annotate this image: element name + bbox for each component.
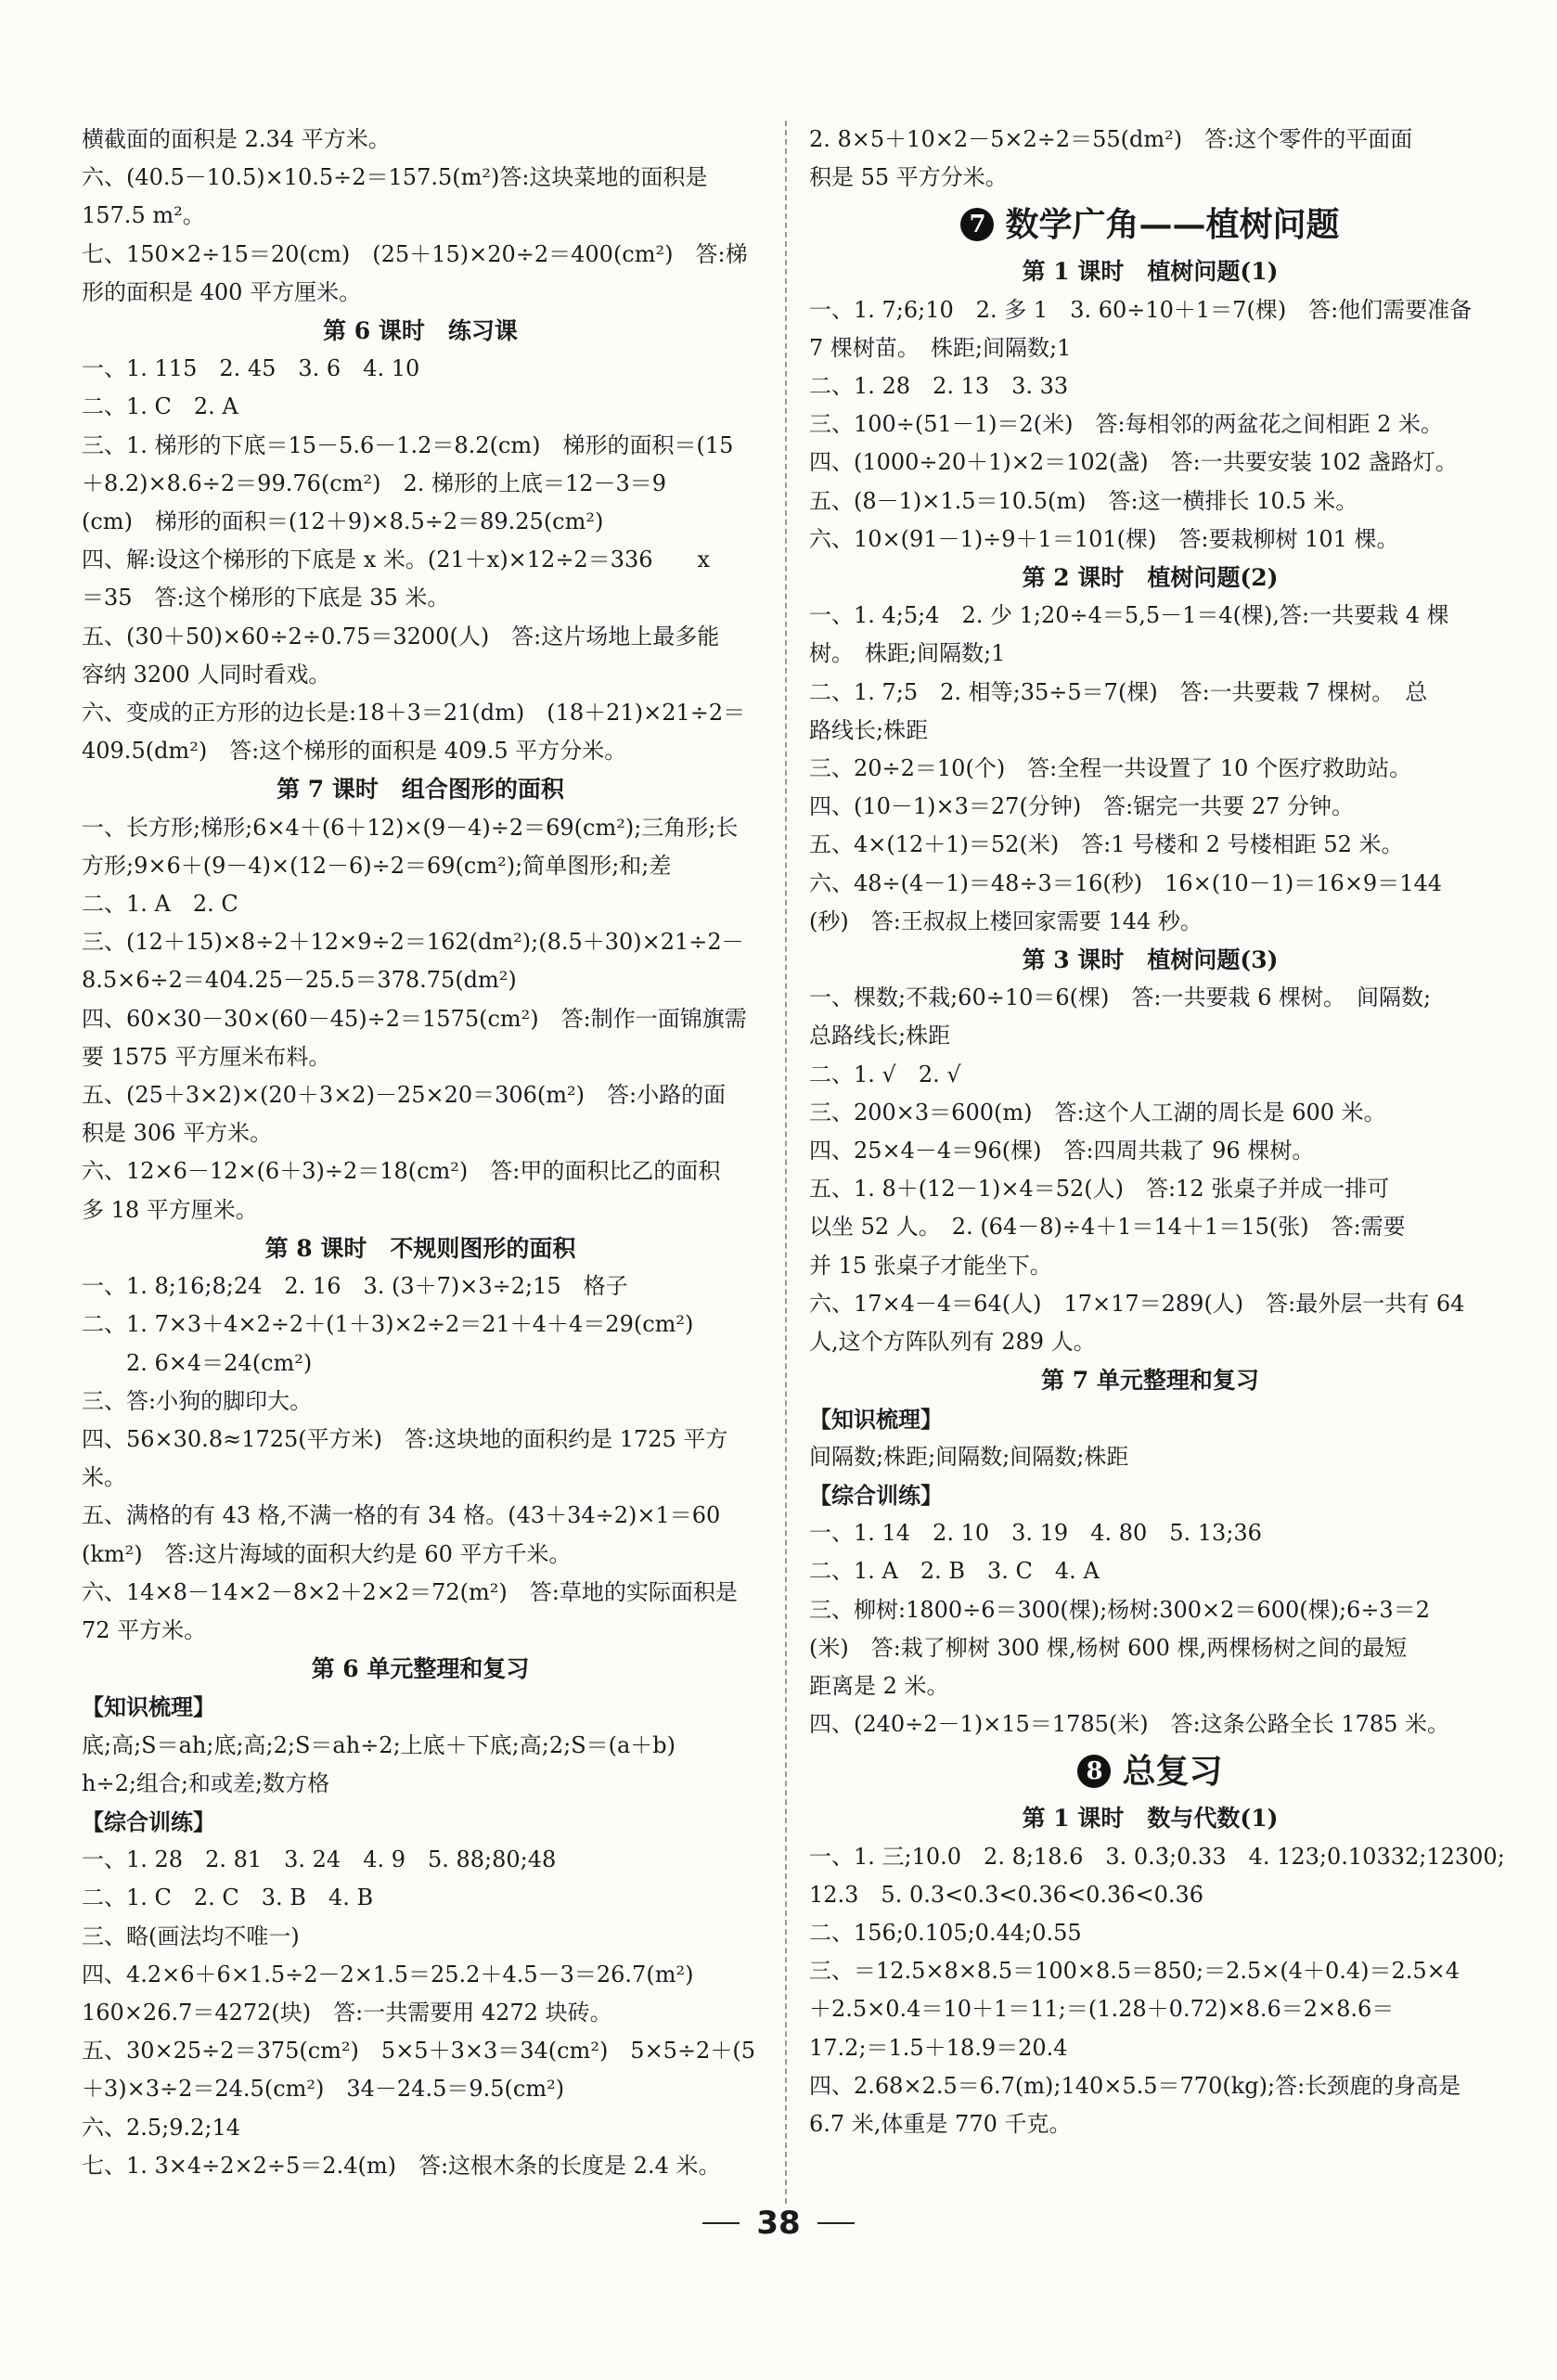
answer-line: 二、1. √ 2. √: [809, 1061, 961, 1087]
lesson-heading: 第 3 课时 植树问题(3): [1022, 946, 1279, 974]
unit-title: [809, 197, 1491, 252]
lesson-heading: 第 7 单元整理和复习: [1041, 1367, 1259, 1395]
answer-line: 一、1. 7;6;10 2. 多 1 3. 60÷10＋1＝7(棵) 答:他们需要准备: [809, 296, 1473, 323]
answer-line: 要 1575 平方厘米布料。: [82, 1043, 331, 1070]
answer-line: 三、20÷2＝10(个) 答:全程一共设置了 10 个医疗救助站。: [809, 755, 1412, 782]
answer-line: 米。: [82, 1464, 126, 1491]
answer-line: 六、变成的正方形的边长是:18＋3＝21(dm) (18＋21)×21÷2＝: [82, 700, 746, 727]
footer-dash-right: [817, 2222, 855, 2224]
answer-line: 四、解:设这个梯形的下底是 x 米。(21＋x)×12÷2＝336 x: [82, 547, 711, 573]
page-number: 38: [756, 2205, 801, 2242]
section-tag: 【综合训练】: [809, 1481, 943, 1509]
section-tag: 【知识梳理】: [809, 1405, 943, 1433]
answer-line: 三、(12＋15)×8÷2＋12×9÷2＝162(dm²);(8.5＋30)×21÷2－: [82, 929, 744, 956]
lesson-heading: 第 2 课时 植树问题(2): [1022, 564, 1279, 592]
answer-line: 五、满格的有 43 格,不满一格的有 34 格。(43＋34÷2)×1＝60: [82, 1502, 721, 1529]
answer-line: 六、17×4－4＝64(人) 17×17＝289(人) 答:最外层一共有 64: [809, 1290, 1465, 1317]
answer-line: 二、1. A 2. C: [82, 891, 238, 918]
answer-line: 七、150×2÷15＝20(cm) (25＋15)×20÷2＝400(cm²) 答:梯: [82, 240, 748, 267]
answer-line: 总路线长;株距: [809, 1023, 951, 1049]
answer-line: 人,这个方阵队列有 289 人。: [809, 1329, 1096, 1356]
answer-line: 6.7 米,体重是 770 千克。: [809, 2110, 1072, 2137]
lesson-heading: 第 7 课时 组合图形的面积: [277, 776, 564, 804]
answer-line: ＋2.5×0.4＝10＋1＝11;＝(1.28＋0.72)×8.6＝2×8.6＝: [809, 1996, 1395, 2023]
answer-line: 三、柳树:1800÷6＝300(棵);杨树:300×2＝600(棵);6÷3＝2: [809, 1596, 1430, 1623]
answer-line: ＋8.2)×8.6÷2＝99.76(cm²) 2. 梯形的上底＝12－3＝9: [82, 470, 667, 496]
answer-line: 72 平方米。: [82, 1616, 207, 1643]
answer-line: 六、14×8－14×2－8×2＋2×2＝72(m²) 答:草地的实际面积是: [82, 1578, 738, 1605]
section-tag: 【知识梳理】: [82, 1693, 215, 1721]
answer-line: 160×26.7＝4272(块) 答:一共需要用 4272 块砖。: [82, 1999, 612, 2026]
answer-line: 二、1. C 2. C 3. B 4. B: [82, 1885, 374, 1911]
answer-line: 三、200×3＝600(m) 答:这个人工湖的周长是 600 米。: [809, 1099, 1386, 1126]
answer-line: h÷2;组合;和或差;数方格: [82, 1769, 330, 1796]
page-footer: [0, 2205, 1557, 2242]
answer-line: 8.5×6÷2＝404.25－25.5＝378.75(dm²): [82, 967, 517, 994]
answer-line: (cm) 梯形的面积＝(12＋9)×8.5÷2＝89.25(cm²): [82, 508, 604, 535]
answer-line: 并 15 张桌子才能坐下。: [809, 1252, 1052, 1279]
answer-line: 六、2.5;9.2;14: [82, 2114, 241, 2141]
answer-line: 五、(8－1)×1.5＝10.5(m) 答:这一横排长 10.5 米。: [809, 487, 1358, 514]
answer-line: 一、1. 三;10.0 2. 8;18.6 3. 0.3̇;0.33 4. 123;0.10332;12300;: [809, 1843, 1505, 1870]
answer-line: 六、10×(91－1)÷9＋1＝101(棵) 答:要栽柳树 101 棵。: [809, 525, 1399, 552]
answer-line: 三、略(画法均不唯一): [82, 1923, 300, 1949]
answer-line: 方形;9×6＋(9－4)×(12－6)÷2＝69(cm²);简单图形;和;差: [82, 852, 672, 879]
answer-line: 二、1. A 2. B 3. C 4. A: [809, 1558, 1100, 1585]
column-divider: [785, 121, 787, 2204]
answer-line: (km²) 答:这片海域的面积大约是 60 平方千米。: [82, 1540, 572, 1567]
answer-line: 以坐 52 人。 2. (64－8)÷4＋1＝14＋1＝15(张) 答:需要: [809, 1214, 1406, 1241]
answer-line: 7 棵树苗。 株距;间隔数;1: [809, 334, 1072, 361]
answer-line: 一、1. 14 2. 10 3. 19 4. 80 5. 13;36: [809, 1520, 1262, 1547]
answer-line: 积是 306 平方米。: [82, 1120, 273, 1147]
answer-line: 2. 6×4＝24(cm²): [82, 1349, 313, 1376]
answer-line: 树。 株距;间隔数;1: [809, 640, 1006, 667]
answer-line: 二、156;0.105;0.44;0.55: [809, 1919, 1082, 1946]
answer-line: 距离是 2 米。: [809, 1672, 949, 1699]
right-column: [809, 121, 1505, 2143]
answer-line: 六、12×6－12×(6＋3)÷2＝18(cm²) 答:甲的面积比乙的面积: [82, 1158, 721, 1185]
answer-line: 157.5 m²。: [82, 202, 205, 229]
answer-line: 四、25×4－4＝96(棵) 答:四周共栽了 96 棵树。: [809, 1138, 1315, 1164]
answer-line: 二、1. 7;5 2. 相等;35÷5＝7(棵) 答:一共要栽 7 棵树。 总: [809, 678, 1428, 705]
answer-line: (秒) 答:王叔叔上楼回家需要 144 秒。: [809, 907, 1203, 934]
section-tag: 【综合训练】: [82, 1808, 215, 1835]
answer-line: ＝35 答:这个梯形的下底是 35 米。: [82, 585, 450, 611]
answer-line: 二、1. C 2. A: [82, 393, 238, 420]
answer-line: 四、60×30－30×(60－45)÷2＝1575(cm²) 答:制作一面锦旗需: [82, 1005, 747, 1032]
answer-line: (米) 答:栽了柳树 300 棵,杨树 600 棵,两棵杨树之间的最短: [809, 1634, 1408, 1661]
answer-line: 二、1. 7×3＋4×2÷2＋(1＋3)×2÷2＝21＋4＋4＝29(cm²): [82, 1311, 694, 1338]
answer-line: 底;高;S＝ah;底;高;2;S＝ah÷2;上底＋下底;高;2;S＝(a＋b): [82, 1731, 676, 1758]
answer-line: 形的面积是 400 平方厘米。: [82, 278, 362, 305]
unit-title-text: 总复习: [1122, 1752, 1223, 1792]
answer-line: 四、(10－1)×3＝27(分钟) 答:锯完一共要 27 分钟。: [809, 793, 1355, 820]
answer-line: 五、30×25÷2＝375(cm²) 5×5＋3×3＝34(cm²) 5×5÷2＋(5: [82, 2038, 755, 2065]
answer-line: 三、1. 梯形的下底＝15－5.6－1.2＝8.2(cm) 梯形的面积＝(15: [82, 431, 734, 458]
answer-line: 积是 55 平方分米。: [809, 164, 1008, 191]
lesson-heading: 第 1 课时 植树问题(1): [1022, 258, 1279, 286]
answer-line: 四、2.68×2.5＝6.7(m);140×5.5＝770(kg);答:长颈鹿的身高是: [809, 2072, 1461, 2099]
answer-line: 间隔数;株距;间隔数;间隔数;株距: [809, 1443, 1129, 1470]
answer-line: 一、1. 8;16;8;24 2. 16 3. (3＋7)×3÷2;15 格子: [82, 1273, 628, 1300]
answer-line: 五、1. 8＋(12－1)×4＝52(人) 答:12 张桌子并成一排可: [809, 1176, 1390, 1203]
answer-line: 一、1. 4;5;4 2. 少 1;20÷4＝5,5－1＝4(棵),答:一共要栽 4 棵: [809, 602, 1449, 629]
answer-line: 路线长;株距: [809, 716, 929, 743]
answer-line: 横截面的面积是 2.34 平方米。: [82, 126, 391, 152]
answer-line: 一、棵数;不栽;60÷10＝6(棵) 答:一共要栽 6 棵树。 间隔数;: [809, 984, 1432, 1011]
answer-line: 2. 8×5＋10×2－5×2÷2＝55(dm²) 答:这个零件的平面面: [809, 126, 1413, 152]
footer-dash-left: [702, 2222, 740, 2224]
unit-number-badge: 8: [1077, 1755, 1111, 1788]
answer-line: 409.5(dm²) 答:这个梯形的面积是 409.5 平方分米。: [82, 738, 627, 765]
lesson-heading: 第 8 课时 不规则图形的面积: [264, 1234, 576, 1262]
answer-line: 五、(30＋50)×60÷2÷0.75＝3200(人) 答:这片场地上最多能: [82, 623, 720, 650]
answer-line: 三、答:小狗的脚印大。: [82, 1387, 313, 1414]
answer-line: 一、1. 115 2. 45 3. 6 4. 10: [82, 355, 420, 382]
answer-line: 五、4×(12＋1)＝52(米) 答:1 号楼和 2 号楼相距 52 米。: [809, 831, 1404, 858]
answer-line: 一、长方形;梯形;6×4＋(6＋12)×(9－4)÷2＝69(cm²);三角形;长: [82, 814, 739, 841]
answer-line: 三、＝12.5×8×8.5＝100×8.5＝850;＝2.5×(4＋0.4)＝2.5×4: [809, 1958, 1460, 1985]
answer-line: 三、100÷(51－1)＝2(米) 答:每相邻的两盆花之间相距 2 米。: [809, 411, 1444, 438]
answer-line: 17.2;＝1.5＋18.9＝20.4: [809, 2034, 1068, 2061]
lesson-heading: 第 6 课时 练习课: [323, 317, 518, 345]
lesson-heading: 第 6 单元整理和复习: [311, 1655, 530, 1683]
left-column: [82, 121, 759, 2185]
unit-number-badge: 7: [960, 208, 994, 241]
answer-line: ＋3)×3÷2＝24.5(cm²) 34－24.5＝9.5(cm²): [82, 2076, 565, 2103]
lesson-heading: 第 1 课时 数与代数(1): [1022, 1805, 1279, 1833]
answer-line: 六、48÷(4－1)＝48÷3＝16(秒) 16×(10－1)＝16×9＝144: [809, 869, 1443, 896]
answer-line: 二、1. 28 2. 13 3. 33: [809, 373, 1069, 400]
answer-line: 一、1. 28 2. 81 3. 24 4. 9 5. 88;80;48: [82, 1846, 557, 1873]
answer-line: 四、(1000÷20＋1)×2＝102(盏) 答:一共要安装 102 盏路灯。: [809, 449, 1458, 476]
answer-line: 六、(40.5－10.5)×10.5÷2＝157.5(m²)答:这块菜地的面积是: [82, 164, 708, 191]
unit-title-text: 数学广角——植树问题: [1005, 205, 1340, 245]
answer-line: 四、(240÷2－1)×15＝1785(米) 答:这条公路全长 1785 米。: [809, 1711, 1450, 1738]
answer-line: 12.3 5. 0.3<0.3̇<0.36<0.3̇6̇<0.36̇: [809, 1881, 1204, 1908]
answer-line: 多 18 平方厘米。: [82, 1196, 258, 1223]
unit-title: [809, 1743, 1491, 1799]
answer-line: 四、4.2×6＋6×1.5÷2－2×1.5＝25.2＋4.5－3＝26.7(m²): [82, 1961, 694, 1988]
answer-line: 五、(25＋3×2)×(20＋3×2)－25×20＝306(m²) 答:小路的面: [82, 1082, 727, 1109]
answer-line: 四、56×30.8≈1725(平方米) 答:这块地的面积约是 1725 平方: [82, 1425, 728, 1452]
answer-line: 七、1. 3×4÷2×2÷5＝2.4(m) 答:这根木条的长度是 2.4 米。: [82, 2152, 721, 2179]
answer-line: 容纳 3200 人同时看戏。: [82, 661, 331, 688]
